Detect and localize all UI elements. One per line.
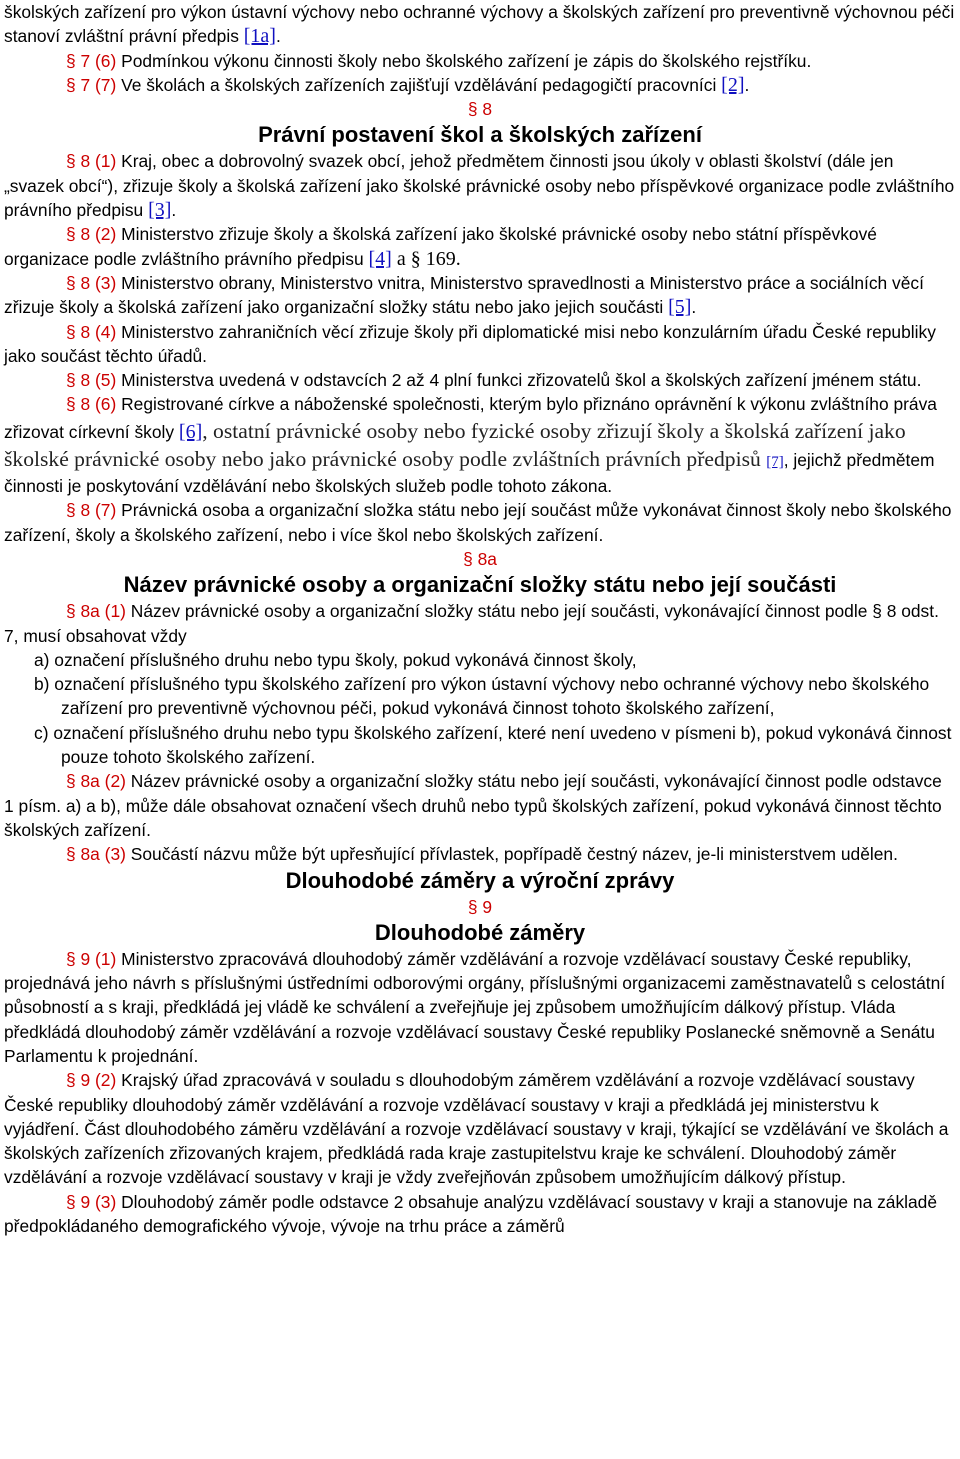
list-item (4, 672, 956, 721)
paragraph-number: § 8 (7) (66, 500, 117, 521)
text-run: . (171, 200, 177, 221)
section-number (4, 895, 956, 919)
paragraph-number: § 8 (1) (66, 151, 117, 172)
paragraph-number: § 8 (4) (66, 321, 117, 342)
text-run: Ve školách a školských zařízeních zajišťují vzdělávání pedagogičtí pracovníci (116, 74, 722, 95)
text-run: Název právnické osoby a organizační složky státu nebo její součásti, vykonávající činnost podle odstavce 1 písm. a) a b), může dále obsahovat označení všech druhů nebo typů školských zařízení, pokud vykonává činnost těchto školských zařízení. (4, 771, 942, 840)
text-run: Dlouhodobé záměry (374, 919, 586, 945)
text-run: Právnická osoba a organizační složka státu nebo její součást může vykonávat činnost školy nebo školského zařízení, školy a školského zařízení, nebo i více škol nebo školských zařízení. (4, 500, 952, 545)
text-run: Ministerstvo zahraničních věcí zřizuje školy při diplomatické misi nebo konzulárním úřadu České republiky jako součást těchto úřadů. (4, 321, 936, 366)
text-run: a § 169. (391, 247, 461, 270)
paragraph (4, 320, 956, 369)
text-run: Právní postavení škol a školských zařízení (258, 122, 702, 148)
text-run: Název právnické osoby a organizační složky státu nebo její součásti, vykonávající činnost podle § 8 odst. 7, musí obsahovat vždy (4, 601, 939, 646)
section-heading (4, 121, 956, 149)
paragraph (4, 498, 956, 547)
text-run: školských zařízení pro výkon ústavní výchovy nebo ochranné výchovy a školských zařízení pro preventivně výchovnou péči stanoví zvláštní právní předpis (4, 2, 955, 47)
footnote-link[interactable]: [1a] (243, 25, 276, 48)
section-number (4, 547, 956, 571)
text-run: Dlouhodobé záměry a výroční zprávy (285, 867, 675, 893)
section-heading (4, 919, 956, 947)
paragraph (4, 769, 956, 842)
footnote-link[interactable]: [7] (766, 453, 784, 470)
paragraph (4, 149, 956, 222)
paragraph (4, 599, 956, 648)
paragraph-number: § 8a (2) (66, 771, 126, 792)
footnote-link[interactable]: [4] (368, 247, 392, 270)
text-run: Dlouhodobý záměr podle odstavce 2 obsahuje analýzu vzdělávací soustavy v kraji a stanovuje na základě předpokládaného demografického vývoje, vývoje na trhu práce a záměrů (4, 1191, 938, 1237)
text-run: § 9 (467, 896, 493, 917)
paragraph (4, 392, 956, 498)
list-item (4, 721, 956, 770)
text-run: . (744, 74, 750, 95)
text-run: Ministerstvo obrany, Ministerstvo vnitra, Ministerstvo spravedlnosti a Ministerstvo práce a sociálních věcí zřizuje školy a školská zařízení jako organizační složky státu nebo jako jejich součásti (4, 272, 924, 318)
paragraph-number: § 8 (5) (66, 370, 117, 391)
footnote-link[interactable]: [5] (668, 296, 692, 319)
paragraph-number: § 8a (3) (66, 844, 126, 865)
text-run: Ministerstvo zřizuje školy a školská zařízení jako školské právnické osoby nebo státní příspěvkové organizace podle zvláštního právního předpisu (4, 224, 877, 269)
text-run: Ministerstva uvedená v odstavcích 2 až 4 plní funkci zřizovatelů škol a školských zařízení jménem státu. (116, 370, 922, 391)
paragraph (4, 271, 956, 320)
section-heading (4, 571, 956, 599)
text-run: c) označení příslušného druhu nebo typu školského zařízení, které není uvedeno v písmeni b), pokud vykonává činnost pouze tohoto školského zařízení. (34, 722, 952, 768)
paragraph-number: § 7 (7) (66, 74, 117, 95)
text-run: Kraj, obec a dobrovolný svazek obcí, jehož předmětem činnosti jsou úkoly v oblasti školství (dále jen „svazek obcí“), zřizuje školy a školská zařízení jako školské právnické osoby nebo příspěvkové organizace podle zvláštního právního předpisu (4, 151, 955, 221)
paragraph (4, 368, 956, 392)
text-run: Registrované církve a náboženské společnosti, kterým bylo přiznáno oprávnění k výkonu zvláštního práva zřizovat církevní školy (4, 394, 937, 442)
text-run: , jejichž předmětem činnosti je poskytování vzdělávání nebo školských služeb podle tohoto zákona. (4, 449, 935, 497)
paragraph (4, 1190, 956, 1239)
text-run: Ministerstvo zpracovává dlouhodobý záměr vzdělávání a rozvoje vzdělávací soustavy České republiky, projednává jeho návrh s příslušnými ústředními odborovými orgány, příslušnými organizacemi zaměstnavatelů s celostátní působností a s kraji, předkládá jej vládě ke schválení a zveřejňuje jej způsobem umožňujícím dálkový přístup. Vláda předkládá dlouhodobý záměr vzdělávání a rozvoje vzdělávací soustavy České republiky Poslanecké sněmovně a Senátu Parlamentu k projednání. (4, 948, 946, 1066)
paragraph-number: § 9 (2) (66, 1070, 117, 1091)
list-item (4, 648, 956, 672)
text-run: a) označení příslušného druhu nebo typu školy, pokud vykonává činnost školy, (34, 649, 637, 670)
footnote-link[interactable]: [6] (178, 420, 203, 443)
text-run: § 8a (463, 548, 497, 569)
paragraph (4, 842, 956, 866)
paragraph-number: § 9 (1) (66, 948, 117, 969)
paragraph (4, 1068, 956, 1189)
paragraph (4, 0, 956, 49)
text-run: § 8 (467, 99, 493, 120)
paragraph-number: § 8 (2) (66, 224, 117, 245)
text-run: Součástí názvu může být upřesňující přívlastek, popřípadě čestný název, je-li ministerstvem udělen. (125, 844, 898, 865)
text-run: Podmínkou výkonu činnosti školy nebo školského zařízení je zápis do školského rejstříku. (116, 50, 812, 71)
section-number (4, 97, 956, 121)
paragraph-number: § 8 (6) (66, 394, 117, 415)
paragraph-number: § 9 (3) (66, 1191, 117, 1212)
text-run: , ostatní právnické osoby nebo fyzické osoby zřizují školy a školská zařízení jako školské právnické osoby nebo jako právnické osoby podle zvláštních právních předpisů (4, 418, 906, 471)
footnote-link[interactable]: [3] (148, 199, 172, 222)
paragraph (4, 49, 956, 73)
text-run: . (275, 26, 281, 47)
footnote-link[interactable]: [2] (721, 73, 745, 96)
text-run: b) označení příslušného typu školského zařízení pro výkon ústavní výchovy nebo ochranné výchovy nebo školského zařízení pro preventivně výchovnou péči, pokud vykonává činnost tohoto školského zařízení, (34, 674, 930, 719)
text-run: Krajský úřad zpracovává v souladu s dlouhodobým záměrem vzdělávání a rozvoje vzdělávací soustavy České republiky dlouhodobý záměr vzdělávání a rozvoje vzdělávací soustavy v kraji a předkládá jej ministerstvu k vyjádření. Část dlouhodobého záměru vzdělávání a rozvoje vzdělávací soustavy v kraji, týkající se vzdělávání ve školách a školských zařízeních zřizovaných krajem, předkládá rada kraje zastupitelstvu kraje ke schválení. Dlouhodobý záměr vzdělávání a rozvoje vzdělávací soustavy v kraji je vždy zveřejňován způsobem umožňujícím dálkový přístup. (4, 1070, 949, 1188)
paragraph (4, 73, 956, 97)
text-run: Název právnické osoby a organizační složky státu nebo její součásti (123, 572, 837, 598)
text-run: . (691, 297, 697, 318)
paragraph (4, 947, 956, 1068)
section-heading (4, 867, 956, 895)
paragraph-number: § 8a (1) (66, 601, 126, 622)
paragraph (4, 222, 956, 271)
paragraph-number: § 8 (3) (66, 272, 117, 293)
paragraph-number: § 7 (6) (66, 50, 117, 71)
